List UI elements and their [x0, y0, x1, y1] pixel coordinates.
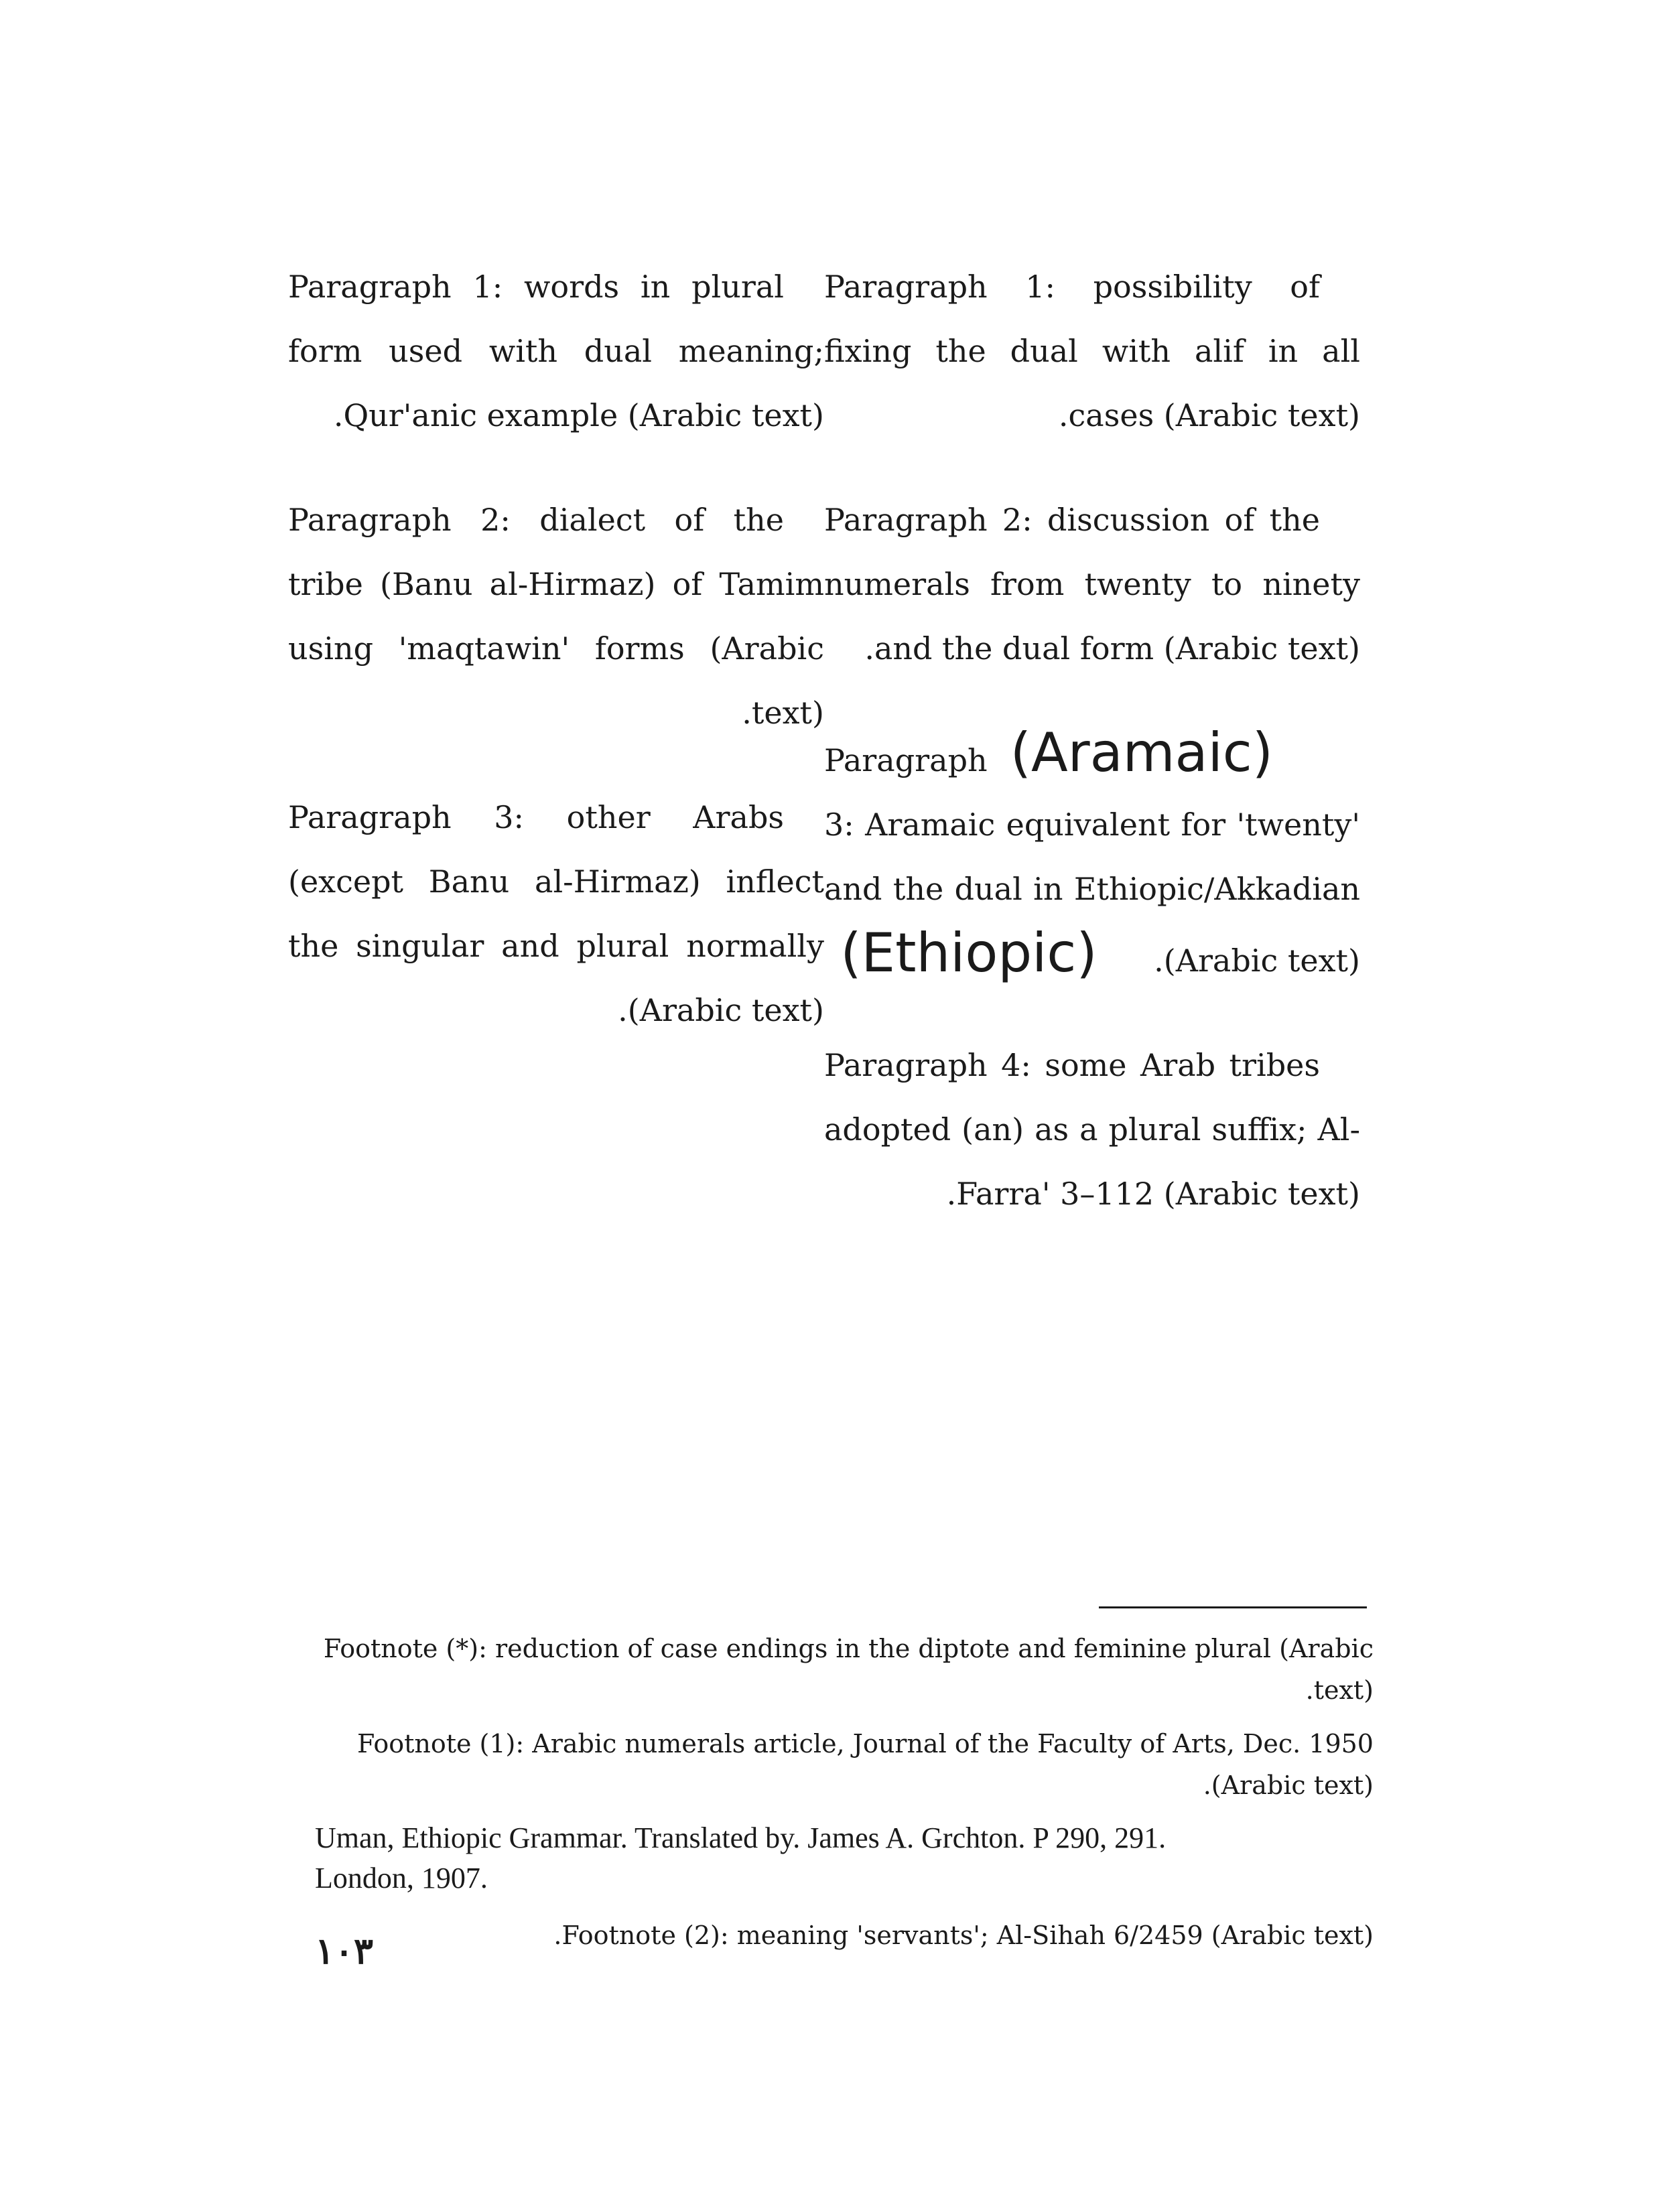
footnote-1-arabic: Footnote (1): Arabic numerals article, Journal of the Faculty of Arts, Dec. 1950 (Arabic text).: [357, 1729, 1374, 1800]
footnote-star: Footnote (*): reduction of case endings in the diptote and feminine plural (Arabic text).: [323, 1634, 1374, 1705]
left-paragraph-3: Paragraph 3: other Arabs (except Banu al-Hirmaz) inflect the singular and plural normally (Arabic text).: [288, 799, 824, 1028]
right-paragraph-4: Paragraph 4: some Arab tribes adopted (an) as a plural suffix; Al-Farra' 3–112 (Arabic text).: [824, 1047, 1360, 1212]
right-column: [824, 255, 1360, 1266]
aramaic-sample: (Aramaic): [1010, 721, 1273, 784]
footnote-1-english-line-2: London, 1907.: [315, 1862, 488, 1894]
right-paragraph-1: Paragraph 1: possibility of fixing the dual with alif in all cases (Arabic text).: [824, 269, 1360, 433]
footnote-divider: [1099, 1606, 1367, 1608]
page-number: ١٠٣: [315, 1929, 374, 1972]
footnote-1-english: [315, 1818, 1374, 1898]
left-paragraph-1: Paragraph 1: words in plural form used with dual meaning; Qur'anic example (Arabic text).: [288, 269, 824, 433]
right-paragraph-3: [824, 721, 1360, 993]
ethiopic-sample: (Ethiopic): [840, 922, 1097, 984]
footnotes: [308, 1628, 1374, 1968]
left-column: [288, 255, 824, 1083]
footnote-2-arabic: Footnote (2): meaning 'servants'; Al-Sihah 6/2459 (Arabic text).: [553, 1921, 1374, 1950]
left-paragraph-2: Paragraph 2: dialect of the tribe (Banu al-Hirmaz) of Tamim using 'maqtawin' forms (Arabic text).: [288, 502, 824, 731]
right-paragraph-2: Paragraph 2: discussion of the numerals from twenty to ninety and the dual form (Arabic text).: [824, 502, 1360, 667]
right-paragraph-3-text: Paragraph 3: Aramaic equivalent for 'twenty' and the dual in Ethiopic/Akkadian (Arabic text).: [824, 742, 1360, 979]
footnote-1-english-line-1: Uman, Ethiopic Grammar. Translated by. James A. Grchton. P 290, 291.: [315, 1821, 1167, 1854]
